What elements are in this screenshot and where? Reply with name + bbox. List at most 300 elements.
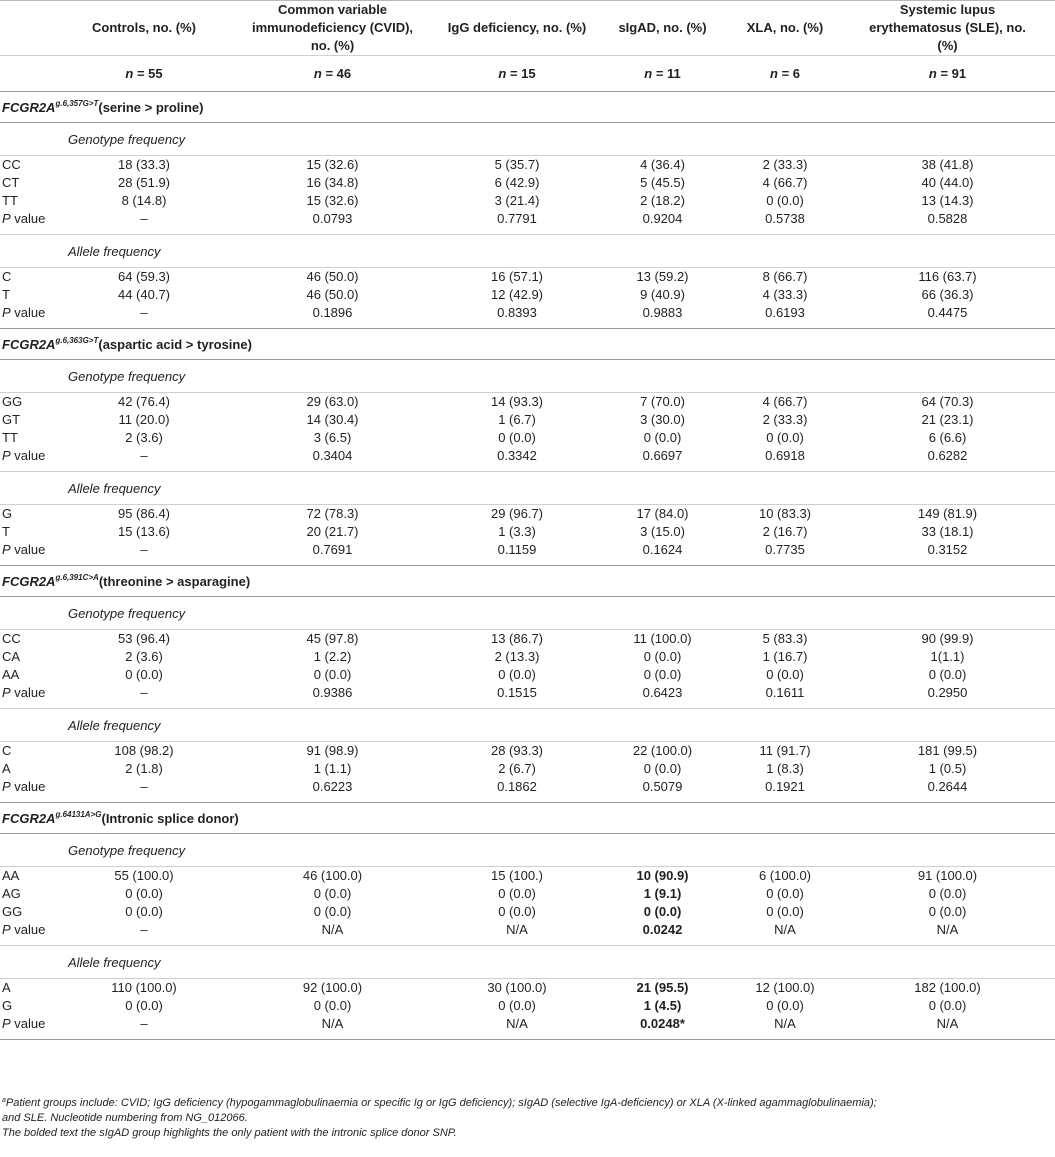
table-cell: 20 (21.7) [306,524,359,539]
row-label: CT [2,175,20,190]
sample-size-cell [226,56,439,92]
p-letter: P [2,211,11,226]
p-letter: P [2,305,11,320]
table-cell: 110 (100.0) [111,980,177,995]
footnote-line [2,1126,1052,1141]
table-cell: 0.5738 [730,210,840,235]
table-cell: 28 (93.3) [490,743,544,758]
table-cell: 0.7691 [226,541,439,566]
table-cell: 46 (50.0) [306,287,359,302]
frequency-group-row [0,360,1055,393]
p-value-row [0,778,1055,803]
table-cell: 5 (45.5) [640,175,685,190]
sample-size-n: n [313,65,322,81]
table-cell: 7 (70.0) [640,394,685,409]
snp-title [0,329,1055,360]
column-header-text: sIgAD, no. (%) [618,20,707,35]
row-label: CC [2,157,21,172]
row-label: P value [0,541,62,566]
column-header-text: Systemic lupus erythematosus (SLE), no. (%) [869,2,1026,53]
sample-size-value: = 55 [136,65,163,81]
table-cell: 0 (0.0) [125,667,163,682]
table-cell: 0.6282 [840,447,1055,472]
table-cell: 0 (0.0) [766,193,804,208]
snp-gene: FCGR2A [2,100,56,115]
table-cell: 1 (1.1) [313,761,352,776]
table-cell: 0 (0.0) [498,430,536,445]
p-letter: P [2,1016,11,1031]
column-header-xla [730,1,840,56]
sample-size-cell [439,56,595,92]
snp-gene: FCGR2A [2,811,56,826]
table-cell: 0.6193 [730,304,840,329]
sample-size-value: = 6 [781,65,800,81]
table-cell: 5 (35.7) [494,157,540,172]
data-row [0,268,1055,287]
table-cell: 0.3342 [439,447,595,472]
frequency-group-row [0,472,1055,505]
table-cell: 1 (16.7) [762,649,808,664]
snp-change: (threonine > asparagine) [98,574,251,589]
table-cell: 0.5828 [840,210,1055,235]
table-cell: 5 (83.3) [762,631,808,646]
row-label: GG [2,904,23,919]
table-cell: 18 (33.3) [117,157,171,172]
table-cell: 45 (97.8) [306,631,359,646]
sample-size-cell [595,56,730,92]
data-row [0,979,1055,998]
row-label: T [2,524,10,539]
table-cell: 0.1921 [730,778,840,803]
table-cell: 0.6697 [595,447,730,472]
footnote-text: The bolded text the sIgAD group highlights the only patient with the intronic splice donor SNP. [2,1127,457,1139]
frequency-group-row [0,834,1055,867]
row-label: AG [2,886,21,901]
snp-variant: g.6,391C>A [55,573,99,582]
data-row [0,429,1055,447]
table-cell: N/A [439,1015,595,1040]
table-cell: 90 (99.9) [921,631,974,646]
table-cell: 14 (30.4) [306,412,359,427]
table-cell: 15 (32.6) [306,157,359,172]
row-label: P value [0,1015,62,1040]
table-cell: 2 (18.2) [640,193,685,208]
sample-size-value: = 11 [655,65,681,81]
snp-title [0,92,1055,123]
table-cell: 0 (0.0) [766,430,804,445]
table-cell: N/A [840,1015,1055,1040]
table-cell: 0.1159 [439,541,595,566]
row-label: T [2,287,10,302]
p-value-row [0,210,1055,235]
table-cell: 15 (13.6) [117,524,171,539]
frequency-group-row [0,946,1055,979]
p-letter: P [2,922,11,937]
table-cell: 0 (0.0) [766,998,804,1013]
row-label: A [2,761,11,776]
table-cell: 0 (0.0) [766,667,804,682]
p-letter: P [2,779,11,794]
row-label: CC [2,631,21,646]
data-row [0,505,1055,524]
column-header-text: Common variable immunodeficiency (CVID), no. (%) [251,2,414,53]
table-cell: 0 (0.0) [125,998,163,1013]
table-cell: 0.1611 [730,684,840,709]
table-cell: 38 (41.8) [921,157,974,172]
table-cell: N/A [730,921,840,946]
row-label: G [2,998,13,1013]
table-cell: 182 (100.0) [914,980,981,995]
table-cell: 64 (59.3) [117,269,171,284]
table-cell: 0.5079 [595,778,730,803]
column-header-text: IgG deficiency, no. (%) [447,20,587,35]
frequency-group-title: Allele frequency [0,709,1055,742]
table-cell: 64 (70.3) [921,394,974,409]
table-cell: 2 (6.7) [498,761,536,776]
table-cell: 0.6918 [730,447,840,472]
table-cell: 17 (84.0) [636,506,689,521]
table-cell: 46 (100.0) [302,868,363,883]
row-label: C [2,269,12,284]
sample-size-n: n [928,65,937,81]
table-cell: 95 (86.4) [117,506,171,521]
data-row [0,742,1055,761]
snp-header-row [0,803,1055,834]
data-row [0,523,1055,541]
table-cell: 6 (6.6) [928,430,967,445]
sample-size-cell [62,56,226,92]
table-cell: 16 (34.8) [306,175,359,190]
row-label: G [2,506,13,521]
table-cell: 0 (0.0) [766,904,804,919]
column-header-cvid [226,1,439,56]
data-row [0,630,1055,649]
table-cell: 1 (6.7) [498,412,536,427]
table-cell: 15 (32.6) [306,193,359,208]
column-header-text: Controls, no. (%) [92,20,196,35]
sample-size-value: = 46 [325,65,352,81]
table-cell: 28 (51.9) [117,175,171,190]
table-cell: – [62,684,226,709]
sample-size-row [0,56,1055,92]
table-cell: 22 (100.0) [632,743,693,758]
sample-size-value: = 91 [940,65,967,81]
table-cell: 11 (100.0) [633,631,692,646]
p-letter: P [2,542,11,557]
table-cell: 2 (1.8) [125,761,163,776]
table-cell: 0.9883 [595,304,730,329]
table-cell: 0 (0.0) [498,998,536,1013]
table-cell: 6 (100.0) [758,868,812,883]
table-cell: – [62,447,226,472]
frequency-group-title: Allele frequency [0,946,1055,979]
footnote-line [2,1111,1052,1126]
p-value-row [0,304,1055,329]
frequency-group-row [0,597,1055,630]
table-cell: 0.6223 [226,778,439,803]
table-cell: 0 (0.0) [313,667,352,682]
column-header-sigad [595,1,730,56]
sample-size-value: = 15 [509,65,536,81]
snp-header-row [0,329,1055,360]
row-label: C [2,743,12,758]
column-header-igg [439,1,595,56]
table-cell: 4 (33.3) [762,287,808,302]
sample-size-n: n [644,65,653,81]
table-cell: 116 (63.7) [918,269,977,284]
table-cell: 53 (96.4) [117,631,171,646]
frequency-group-title: Allele frequency [0,472,1055,505]
frequency-group-row [0,123,1055,156]
data-row [0,666,1055,684]
snp-change: (aspartic acid > tyrosine) [98,337,252,352]
table-cell: 55 (100.0) [114,868,174,883]
frequency-group-title: Allele frequency [0,235,1055,268]
row-label: P value [0,684,62,709]
table-cell: 11 (20.0) [118,412,170,427]
table-cell: N/A [439,921,595,946]
table-cell: 4 (66.7) [762,394,808,409]
table-body [0,92,1055,1040]
table-cell: – [62,541,226,566]
footnote-line [2,1093,1052,1111]
table-cell: 1 (8.3) [766,761,804,776]
table-cell: 1 (9.1) [643,886,682,901]
table-cell: 0.4475 [840,304,1055,329]
data-row [0,286,1055,304]
row-label: P value [0,210,62,235]
data-row [0,192,1055,210]
table-cell: 12 (100.0) [755,980,815,995]
table-cell: 3 (6.5) [313,430,352,445]
table-cell: 44 (40.7) [117,287,171,302]
table-cell: N/A [226,921,439,946]
table-cell: 13 (86.7) [490,631,544,646]
footnote-text: and SLE. Nucleotide numbering from NG_012066. [2,1112,248,1124]
table-cell: 0 (0.0) [928,886,967,901]
table-cell: 2 (3.6) [125,430,163,445]
table-cell: 46 (50.0) [306,269,359,284]
frequency-group-title: Genotype frequency [0,597,1055,630]
footnote-text: Patient groups include: CVID; IgG deficiency (hypogammaglobulinaemia or specific Ig or IgG deficiency); sIgAD (selective IgA-deficiency) or XLA (X-linked agammaglobulinaemia); [5,1097,877,1109]
snp-variant: g.6,363G>T [55,336,99,345]
table-cell: 0.7735 [730,541,840,566]
table-cell: 21 (95.5) [636,980,689,995]
table-cell: 3 (30.0) [640,412,685,427]
sample-size-cell [730,56,840,92]
table-cell: 29 (63.0) [306,394,359,409]
p-letter: P [2,685,11,700]
table-cell: – [62,921,226,946]
table-cell: 0.2644 [840,778,1055,803]
table-cell: 0 (0.0) [766,886,804,901]
table-cell: 1 (4.5) [643,998,682,1013]
snp-gene: FCGR2A [2,574,56,589]
frequency-group-row [0,235,1055,268]
snp-title [0,566,1055,597]
data-row [0,903,1055,921]
table-cell: 0.3404 [226,447,439,472]
data-row [0,393,1055,412]
table-cell: 11 (91.7) [759,743,811,758]
p-value-row [0,921,1055,946]
table-cell: 0.7791 [439,210,595,235]
table-cell: 0 (0.0) [498,886,536,901]
table-cell: 8 (66.7) [762,269,808,284]
table-cell: 0.1896 [226,304,439,329]
table-cell: 66 (36.3) [921,287,974,302]
table-cell: 4 (66.7) [762,175,808,190]
table-cell: 0 (0.0) [498,667,536,682]
table-cell: 0 (0.0) [125,886,163,901]
sample-size-n: n [125,65,134,81]
frequency-group-row [0,709,1055,742]
row-label: AA [2,667,20,682]
frequency-group-title: Genotype frequency [0,360,1055,393]
table-cell: 181 (99.5) [917,743,978,758]
data-row [0,867,1055,886]
table-cell: 0 (0.0) [643,649,682,664]
table-cell: 0.6423 [595,684,730,709]
snp-header-row [0,566,1055,597]
p-value-row [0,684,1055,709]
data-row [0,760,1055,778]
table-cell: 92 (100.0) [302,980,363,995]
table-cell: 0 (0.0) [643,667,682,682]
table-cell: 0.1624 [595,541,730,566]
table-cell: 0.3152 [840,541,1055,566]
table-cell: 0.1515 [439,684,595,709]
table-cell: 0.9204 [595,210,730,235]
row-label: AA [2,868,20,883]
table-footnotes [2,1093,1052,1141]
snp-title [0,803,1055,834]
table-cell: 0 (0.0) [928,998,967,1013]
row-label: P value [0,304,62,329]
data-row [0,174,1055,192]
p-value-row [0,447,1055,472]
table-cell: 0.2950 [840,684,1055,709]
table-cell: 0.8393 [439,304,595,329]
table-cell: 0.0242 [595,921,730,946]
table-cell: – [62,778,226,803]
table-cell: 33 (18.1) [921,524,974,539]
table-cell: 2 (33.3) [762,157,808,172]
table-cell: – [62,1015,226,1040]
table-cell: 2 (3.6) [125,649,163,664]
table-cell: – [62,304,226,329]
row-label: GT [2,412,21,427]
data-row [0,648,1055,666]
data-row [0,997,1055,1015]
table-cell: 9 (40.9) [640,287,685,302]
table-cell: 16 (57.1) [490,269,544,284]
table-cell: 0 (0.0) [125,904,163,919]
snp-variant: g.64131A>G [55,810,102,819]
table-cell: 91 (98.9) [306,743,359,758]
snp-header-row [0,92,1055,123]
table-cell: 0 (0.0) [643,761,682,776]
frequency-group-title: Genotype frequency [0,123,1055,156]
table-cell: 14 (93.3) [490,394,544,409]
table-cell: 0.0248* [595,1015,730,1040]
p-value-row [0,541,1055,566]
table-cell: 0.9386 [226,684,439,709]
table-cell: 13 (59.2) [636,269,689,284]
data-row [0,156,1055,175]
column-header-sle [840,1,1055,56]
table-cell: 6 (42.9) [494,175,540,190]
sample-size-n: n [769,65,778,81]
column-header-controls [62,1,226,56]
table-cell: 2 (16.7) [762,524,808,539]
table-cell: 108 (98.2) [114,743,174,758]
snp-change: (Intronic splice donor) [101,811,239,826]
table-cell: 30 (100.0) [487,980,547,995]
column-header-label [0,1,62,56]
table-cell: 10 (90.9) [636,868,689,883]
sample-size-cell [840,56,1055,92]
table-cell: 29 (96.7) [490,506,544,521]
row-label: P value [0,778,62,803]
table-cell: 3 (21.4) [494,193,540,208]
row-label: P value [0,447,62,472]
row-label: GG [2,394,23,409]
row-label: TT [2,430,18,445]
frequency-group-title: Genotype frequency [0,834,1055,867]
table-cell: 4 (36.4) [640,157,685,172]
row-label: CA [2,649,21,664]
row-label: TT [2,193,18,208]
table-cell: 8 (14.8) [121,193,167,208]
table-cell: 13 (14.3) [921,193,974,208]
table-cell: 0 (0.0) [498,904,536,919]
table-cell: 0 (0.0) [643,430,682,445]
table-cell: 2 (13.3) [494,649,540,664]
p-letter: P [2,448,11,463]
table-cell: 0 (0.0) [928,904,967,919]
table-cell: N/A [226,1015,439,1040]
column-header-row [0,1,1055,56]
p-value-row [0,1015,1055,1040]
table-cell: 15 (100.) [490,868,544,883]
table-cell: 0 (0.0) [643,904,682,919]
snp-variant: g.6,357G>T [55,99,99,108]
table-cell: 91 (100.0) [917,868,978,883]
table-cell: 0 (0.0) [313,886,352,901]
table-cell: 2 (33.3) [762,412,808,427]
table-cell: 0.0793 [226,210,439,235]
table-cell: 21 (23.1) [921,412,974,427]
sample-size-n: n [498,65,507,81]
table-cell: 0 (0.0) [313,904,352,919]
table-cell: – [62,210,226,235]
row-label: P value [0,921,62,946]
table-cell: 12 (42.9) [490,287,544,302]
row-label: A [2,980,11,995]
table-cell: 1 (0.5) [928,761,967,776]
data-row [0,411,1055,429]
table-cell: 72 (78.3) [306,506,359,521]
sample-size-label [0,56,62,92]
table-cell: 40 (44.0) [921,175,974,190]
table-cell: 42 (76.4) [117,394,171,409]
data-row [0,885,1055,903]
table-cell: 1 (2.2) [313,649,352,664]
snp-change: (serine > proline) [98,100,204,115]
snp-gene: FCGR2A [2,337,56,352]
table-cell: 10 (83.3) [758,506,812,521]
